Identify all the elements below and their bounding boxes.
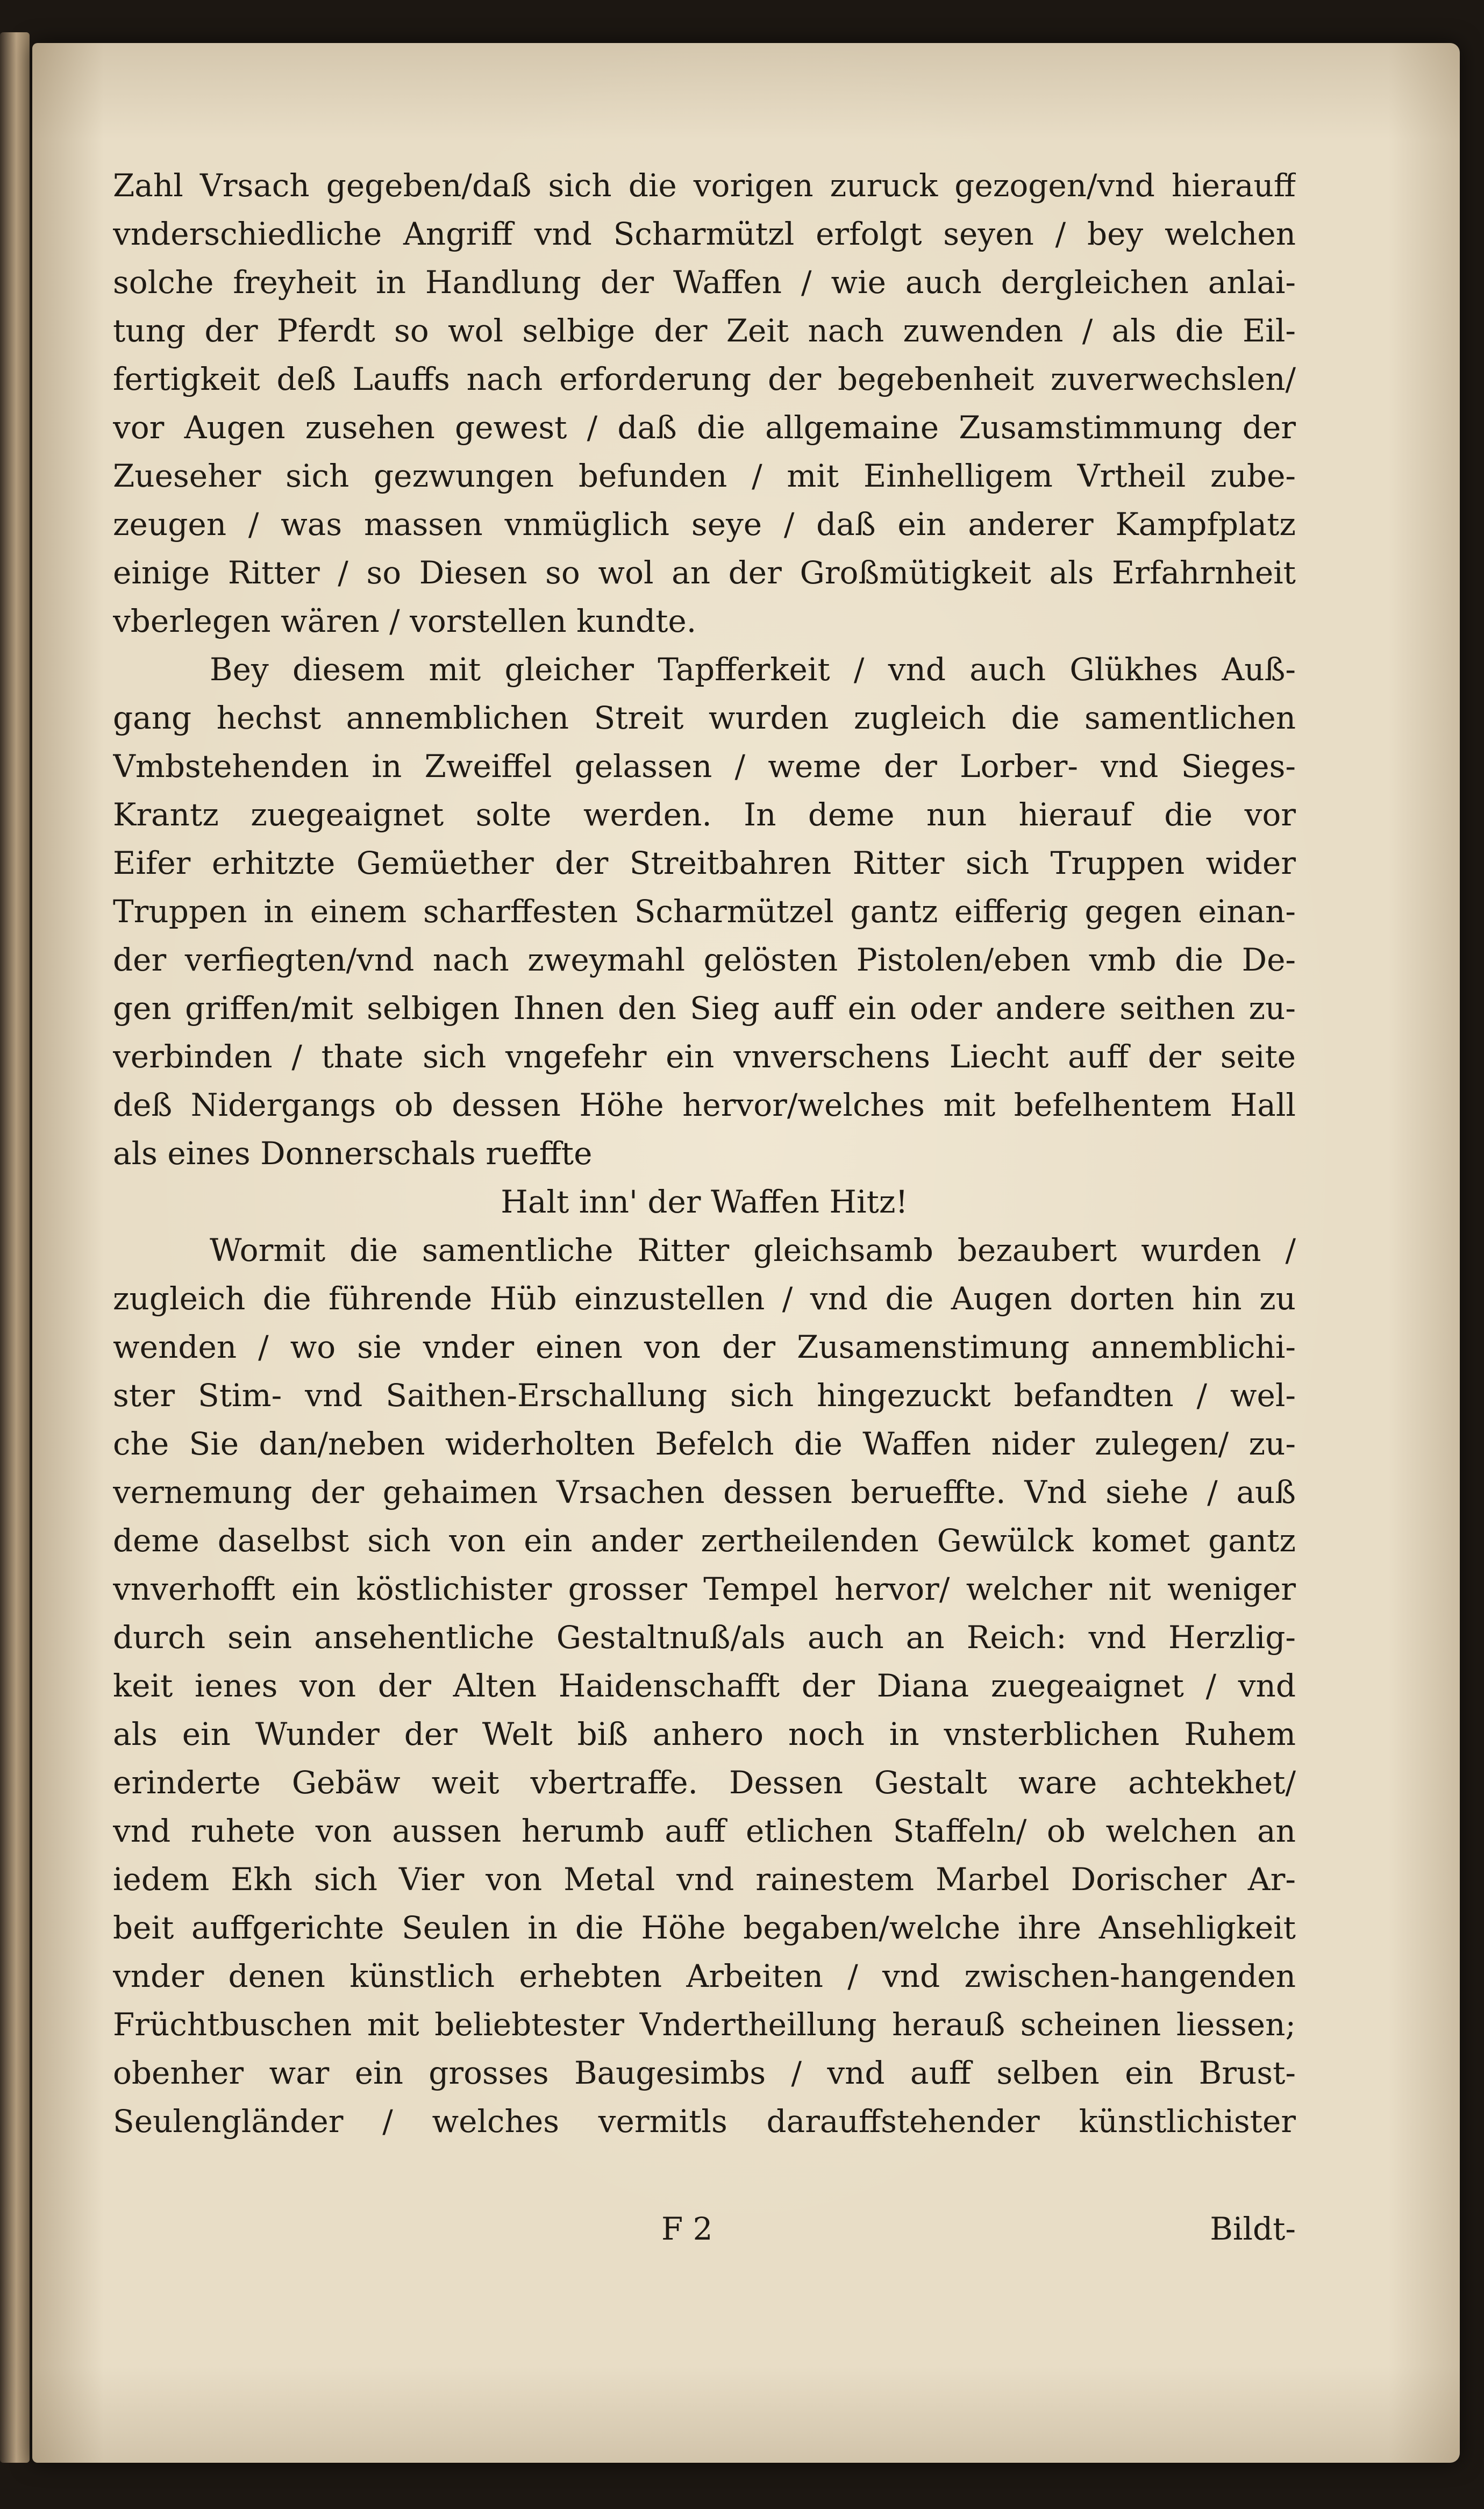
book-page	[32, 43, 1460, 2463]
text-line: Truppen in einem scharffesten Scharmützel gantz eifferig gegen einan-	[113, 893, 1296, 930]
text-line: iedem Ekh sich Vier von Metal vnd rainestem Marbel Dorischer Ar-	[113, 1861, 1296, 1898]
text-line: zugleich die führende Hüb einzustellen / vnd die Augen dorten hin zu	[113, 1280, 1296, 1317]
text-line: vnder denen künstlich erhebten Arbeiten / vnd zwischen-hangenden	[113, 1958, 1296, 1994]
text-line: vnverhofft ein köstlichister grosser Tempel hervor/ welcher nit weniger	[113, 1571, 1296, 1607]
text-line: vnderschiedliche Angriff vnd Scharmützl erfolgt seyen / bey welchen	[113, 216, 1296, 252]
centered-exclamation: Halt inn' der Waffen Hitz!	[501, 1184, 908, 1220]
text-line: ster Stim- vnd Saithen-Erschallung sich hingezuckt befandten / wel-	[113, 1377, 1296, 1414]
text-line: gang hechst annemblichen Streit wurden zugleich die samentlichen	[113, 700, 1296, 736]
text-line: erinderte Gebäw weit vbertraffe. Dessen Gestalt ware achtekhet/	[113, 1764, 1296, 1801]
text-line: verbinden / thate sich vngefehr ein vnverschens Liecht auff der seite	[113, 1038, 1296, 1075]
text-line: Zahl Vrsach gegeben/daß sich die vorigen zuruck gezogen/vnd hierauff	[113, 167, 1296, 204]
text-line: Zueseher sich gezwungen befunden / mit Einhelligem Vrtheil zube-	[113, 458, 1296, 494]
text-line: obenher war ein grosses Baugesimbs / vnd auff selben ein Brust-	[113, 2055, 1296, 2091]
text-line: der verfiegten/vnd nach zweymahl gelösten Pistolen/eben vmb die De-	[113, 942, 1296, 978]
text-line: tung der Pferdt so wol selbige der Zeit nach zuwenden / als die Eil-	[113, 312, 1296, 349]
text-line: vernemung der gehaimen Vrsachen dessen berueffte. Vnd siehe / auß	[113, 1474, 1296, 1510]
text-line: vberlegen wären / vorstellen kundte.	[113, 603, 697, 639]
page-text-block	[113, 161, 1296, 2146]
text-line: solche freyheit in Handlung der Waffen / wie auch dergleichen anlai-	[113, 264, 1296, 301]
text-line: als ein Wunder der Welt biß anhero noch in vnsterblichen Ruhem	[113, 1716, 1296, 1752]
catchword: Bildt-	[1210, 2211, 1296, 2247]
text-line: Vmbstehenden in Zweiffel gelassen / weme der Lorber- vnd Sieges-	[113, 748, 1296, 785]
text-line: als eines Donnerschals rueffte	[113, 1135, 593, 1172]
facing-page-edge	[0, 32, 30, 2463]
text-line: einige Ritter / so Diesen so wol an der Großmütigkeit als Erfahrnheit	[113, 554, 1296, 591]
text-line: gen griffen/mit selbigen Ihnen den Sieg auff ein oder andere seithen zu-	[113, 990, 1296, 1027]
signature-mark: F 2	[661, 2211, 713, 2247]
text-line: Eifer erhitzte Gemüether der Streitbahren Ritter sich Truppen wider	[113, 845, 1296, 881]
text-line: durch sein ansehentliche Gestaltnuß/als auch an Reich: vnd Herzlig-	[113, 1619, 1296, 1656]
text-line: beit auffgerichte Seulen in die Höhe begaben/welche ihre Ansehligkeit	[113, 1909, 1296, 1946]
text-line: keit ienes von der Alten Haidenschafft der Diana zuegeaignet / vnd	[113, 1667, 1296, 1704]
text-line: Krantz zuegeaignet solte werden. In deme nun hierauf die vor	[113, 796, 1296, 833]
text-line: fertigkeit deß Lauffs nach erforderung der begebenheit zuverwechslen/	[113, 361, 1296, 397]
text-line: deß Nidergangs ob dessen Höhe hervor/welches mit befelhentem Hall	[113, 1087, 1296, 1123]
text-line: che Sie dan/neben widerholten Befelch die Waffen nider zulegen/ zu-	[113, 1425, 1296, 1462]
text-line: vor Augen zusehen gewest / daß die allgemaine Zusamstimmung der	[113, 409, 1296, 446]
text-line: wenden / wo sie vnder einen von der Zusamenstimung annemblichi-	[113, 1329, 1296, 1365]
text-line: Seulengländer / welches vermitls darauffstehender künstlichister	[113, 2103, 1296, 2140]
text-line: Wormit die samentliche Ritter gleichsamb bezaubert wurden /	[210, 1232, 1296, 1268]
page-footer	[113, 2205, 1296, 2253]
text-line: Früchtbuschen mit beliebtester Vndertheillung herauß scheinen liessen;	[113, 2006, 1296, 2043]
text-line: Bey diesem mit gleicher Tapfferkeit / vnd auch Glükhes Auß-	[210, 651, 1296, 688]
text-line: zeugen / was massen vnmüglich seye / daß ein anderer Kampfplatz	[113, 506, 1296, 543]
text-line: vnd ruhete von aussen herumb auff etlichen Staffeln/ ob welchen an	[113, 1813, 1296, 1849]
text-line: deme daselbst sich von ein ander zertheilenden Gewülck komet gantz	[113, 1522, 1296, 1559]
